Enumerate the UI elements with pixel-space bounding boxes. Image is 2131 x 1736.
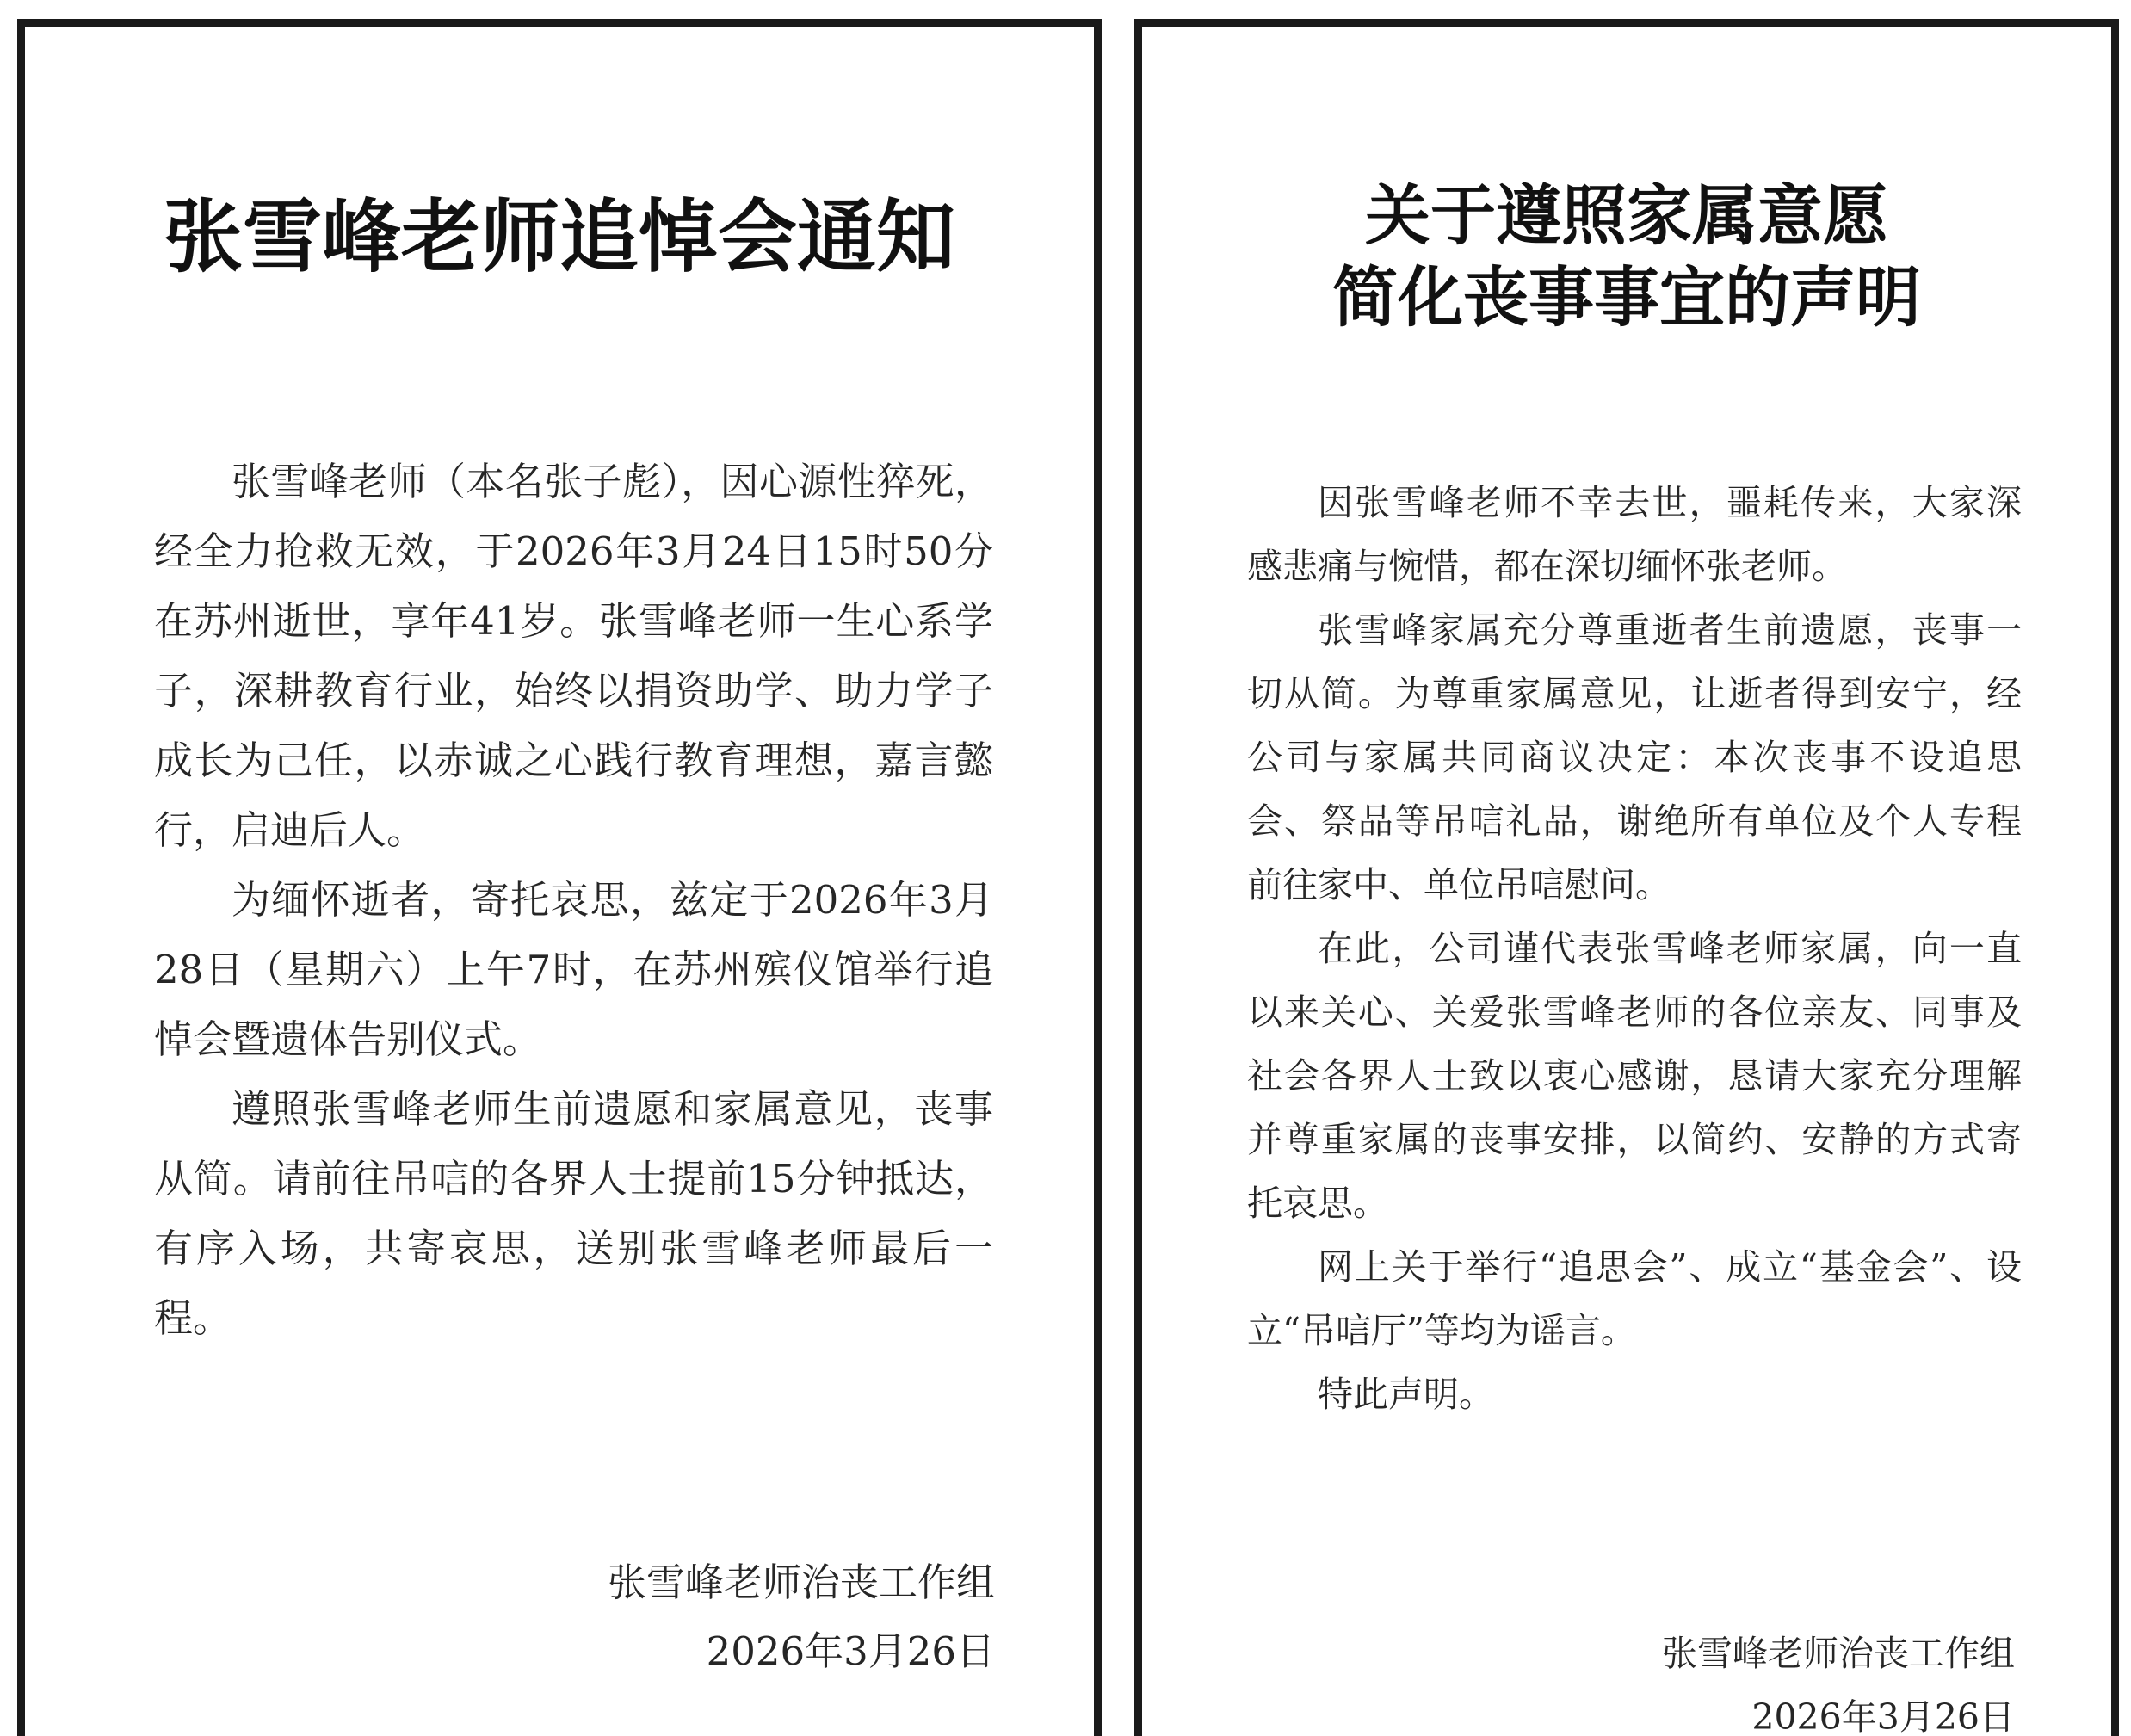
memorial-notice-panel <box>17 19 1102 1736</box>
notice-paragraph: 遵照张雪峰老师生前遗愿和家属意见，丧事从简。请前往吊唁的各界人士提前15分钟抵达，有序入场，共寄哀思，送别张雪峰老师最后一程。 <box>154 1086 993 1341</box>
family-statement-panel <box>1134 19 2119 1736</box>
statement-paragraph: 网上关于举行“追思会”、成立“基金会”、设立“吊唁厅”等均为谣言。 <box>1247 1246 2022 1351</box>
statement-title-line2: 简化丧事事宜的声明 <box>1332 259 1921 336</box>
notice-date: 2026年3月26日 <box>706 1628 995 1674</box>
statement-date: 2026年3月26日 <box>1751 1696 2015 1736</box>
statement-paragraph: 张雪峰家属充分尊重逝者生前遗愿，丧事一切从简。为尊重家属意见，让逝者得到安宁，经公司与家属共同商议决定：本次丧事不设追思会、祭品等吊唁礼品，谢绝所有单位及个人专程前往家中、单位吊唁慰问。 <box>1247 609 2022 905</box>
notice-title: 张雪峰老师追悼会通知 <box>163 191 955 283</box>
statement-title-line1: 关于遵照家属意愿 <box>1365 177 1888 254</box>
statement-body <box>1247 471 2022 1426</box>
statement-signature: 张雪峰老师治丧工作组 <box>1662 1633 2015 1674</box>
notice-body <box>154 447 993 1353</box>
notice-signature: 张雪峰老师治丧工作组 <box>607 1560 995 1605</box>
notice-paragraph: 为缅怀逝者，寄托哀思，兹定于2026年3月28日（星期六）上午7时，在苏州殡仪馆举行追悼会暨遗体告别仪式。 <box>154 877 993 1062</box>
statement-paragraph: 特此声明。 <box>1318 1374 1494 1415</box>
notice-paragraph: 张雪峰老师（本名张子彪），因心源性猝死，经全力抢救无效，于2026年3月24日15时50分在苏州逝世，享年41岁。张雪峰老师一生心系学子，深耕教育行业，始终以捐资助学、助力学子成长为己任，以赤诚之心践行教育理想，嘉言懿行，启迪后人。 <box>154 459 993 853</box>
statement-paragraph: 因张雪峰老师不幸去世，噩耗传来，大家深感悲痛与惋惜，都在深切缅怀张老师。 <box>1247 482 2022 587</box>
statement-paragraph: 在此，公司谨代表张雪峰老师家属，向一直以来关心、关爱张雪峰老师的各位亲友、同事及社会各界人士致以衷心感谢，恳请大家充分理解并尊重家属的丧事安排，以简约、安静的方式寄托哀思。 <box>1247 928 2022 1224</box>
